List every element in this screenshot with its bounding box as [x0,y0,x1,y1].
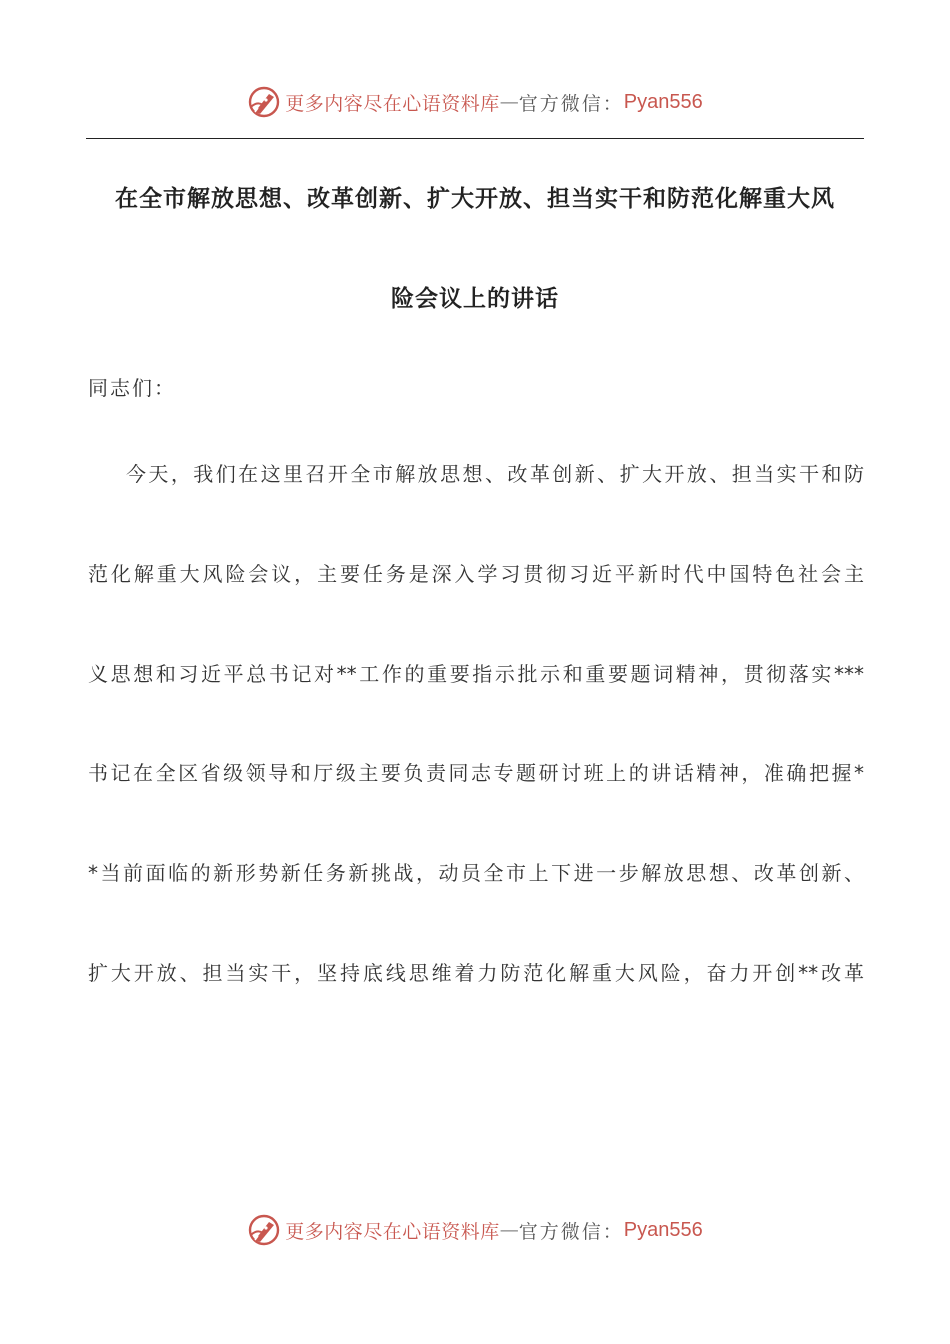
body-line: 义思想和习近平总书记对**工作的重要指示批示和重要题词精神，贯彻落实*** [88,662,864,686]
document-title-line-2: 险会议上的讲话 [391,286,559,312]
banner-wechat-id: Pyan556 [623,90,703,113]
pen-nib-logo-icon [247,1213,281,1247]
header-banner [0,82,950,122]
pen-nib-logo-icon [247,85,281,119]
body-line: 扩大开放、担当实干，坚持底线思维着力防范化解重大风险，奋力开创**改革 [88,961,864,985]
footer-banner-wechat-label: 官方微信： [518,1220,624,1243]
header-divider [86,138,864,139]
body-line: 今天，我们在这里召开全市解放思想、改革创新、扩大开放、担当实干和防 [126,462,864,486]
footer-banner-wechat-id: Pyan556 [623,1218,703,1241]
body-line: 范化解重大风险会议，主要任务是深入学习贯彻习近平新时代中国特色社会主 [88,562,864,586]
salutation: 同志们： [88,376,176,400]
document-title-line-1: 在全市解放思想、改革创新、扩大开放、担当实干和防范化解重大风 [115,186,835,212]
body-line: 书记在全区省级领导和厅级主要负责同志专题研讨班上的讲话精神，准确把握* [88,761,864,785]
footer-banner-separator: — [499,1219,519,1241]
banner-title: 更多内容尽在心语资料库 [285,92,500,115]
footer-banner-title: 更多内容尽在心语资料库 [285,1220,500,1243]
banner-wechat-label: 官方微信： [518,92,624,115]
footer-banner [0,1210,950,1250]
body-line: *当前面临的新形势新任务新挑战，动员全市上下进一步解放思想、改革创新、 [88,861,864,885]
banner-separator: — [499,91,519,113]
